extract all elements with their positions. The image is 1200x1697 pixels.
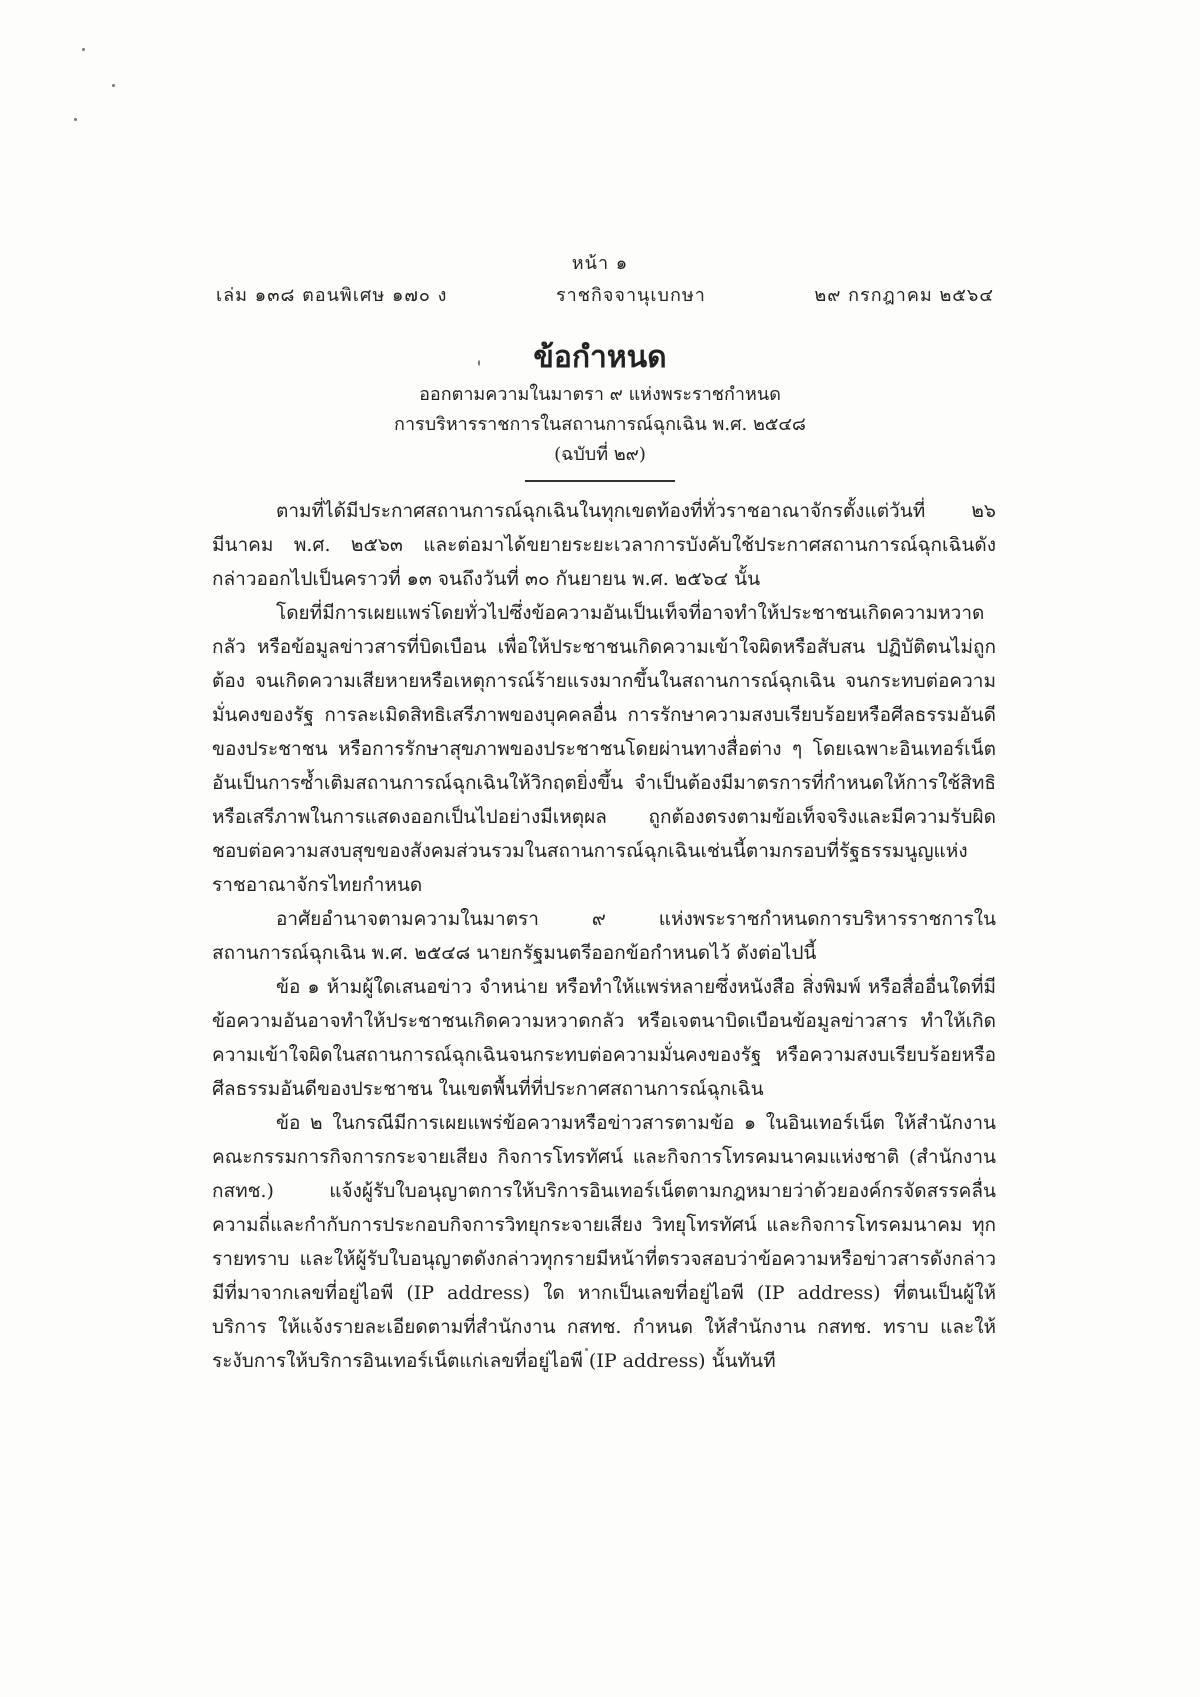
document-body xyxy=(212,494,996,1378)
document-title: ข้อกำหนด xyxy=(533,340,667,375)
paragraph-rationale: โดยที่มีการเผยแพร่โดยทั่วไปซึ่งข้อความอันเป็นเท็จที่อาจทำให้ประชาชนเกิดความหวาดกลัว หรือข้อมูลข่าวสารที่บิดเบือน เพื่อให้ประชาชนเกิดความเข้าใจผิดหรือสับสน ปฏิบัติตนไม่ถูกต้อง จนเกิดความเสียหายหรือเหตุการณ์ร้ายแรงมากขึ้นในสถานการณ์ฉุกเฉิน จนกระทบต่อความมั่นคงของรัฐ การละเมิดสิทธิเสรีภาพของบุคคลอื่น การรักษาความสงบเรียบร้อยหรือศีลธรรมอันดีของประชาชน หรือการรักษาสุขภาพของประชาชนโดยผ่านทางสื่อต่าง ๆ โดยเฉพาะอินเทอร์เน็ต อันเป็นการซ้ำเติมสถานการณ์ฉุกเฉินให้วิกฤตยิ่งขึ้น จำเป็นต้องมีมาตรการที่กำหนดให้การใช้สิทธิหรือเสรีภาพในการแสดงออกเป็นไปอย่างมีเหตุผล ถูกต้องตรงตามข้อเท็จจริงและมีความรับผิดชอบต่อความสงบสุขของสังคมส่วนรวมในสถานการณ์ฉุกเฉินเช่นนี้ตามกรอบที่รัฐธรรมนูญแห่งราชอาณาจักรไทยกำหนด xyxy=(212,602,996,896)
scan-speck xyxy=(112,84,115,87)
scan-speck xyxy=(74,118,77,121)
subtitle-line-2: การบริหารราชการในสถานการณ์ฉุกเฉิน พ.ศ. ๒๕๔๘ xyxy=(394,414,806,435)
volume-issue: เล่ม ๑๓๘ ตอนพิเศษ ๑๗๐ ง xyxy=(216,285,448,306)
publication-date: ๒๙ กรกฎาคม ๒๕๖๔ xyxy=(814,285,994,306)
paragraph-clause-1: ข้อ ๑ ห้ามผู้ใดเสนอข่าว จำหน่าย หรือทำให้แพร่หลายซึ่งหนังสือ สิ่งพิมพ์ หรือสื่ออื่นใดที่มีข้อความอันอาจทำให้ประชาชนเกิดความหวาดกลัว หรือเจตนาบิดเบือนข้อมูลข่าวสาร ทำให้เกิดความเข้าใจผิดในสถานการณ์ฉุกเฉินจนกระทบต่อความมั่นคงของรัฐ หรือความสงบเรียบร้อยหรือศีลธรรมอันดีของประชาชน ในเขตพื้นที่ที่ประกาศสถานการณ์ฉุกเฉิน xyxy=(212,976,996,1100)
paragraph-authority: อาศัยอำนาจตามความในมาตรา ๙ แห่งพระราชกำหนดการบริหารราชการในสถานการณ์ฉุกเฉิน พ.ศ. ๒๕๔๘ นายกรัฐมนตรีออกข้อกำหนดไว้ ดังต่อไปนี้ xyxy=(212,908,996,964)
gazette-header xyxy=(216,280,994,309)
subtitle-line-3: (ฉบับที่ ๒๙) xyxy=(554,444,646,465)
title-divider xyxy=(525,480,675,482)
page-number: หน้า ๑ xyxy=(571,253,629,274)
scan-speck xyxy=(82,48,85,51)
publication-name: ราชกิจจานุเบกษา xyxy=(555,285,706,306)
paragraph-clause-2: ข้อ ๒ ในกรณีมีการเผยแพร่ข้อความหรือข่าวสารตามข้อ ๑ ในอินเทอร์เน็ต ให้สำนักงานคณะกรรมการกิจการกระจายเสียง กิจการโทรทัศน์ และกิจการโทรคมนาคมแห่งชาติ (สำนักงาน กสทช.) แจ้งผู้รับใบอนุญาตการให้บริการอินเทอร์เน็ตตามกฎหมายว่าด้วยองค์กรจัดสรรคลื่นความถี่และกำกับการประกอบกิจการวิทยุกระจายเสียง วิทยุโทรทัศน์ และกิจการโทรคมนาคม ทุกรายทราบ และให้ผู้รับใบอนุญาตดังกล่าวทุกรายมีหน้าที่ตรวจสอบว่าข้อความหรือข่าวสารดังกล่าวมีที่มาจากเลขที่อยู่ไอพี (IP address) ใด หากเป็นเลขที่อยู่ไอพี (IP address) ที่ตนเป็นผู้ให้บริการ ให้แจ้งรายละเอียดตามที่สำนักงาน กสทช. กำหนด ให้สำนักงาน กสทช. ทราบ และให้ระงับการให้บริการอินเทอร์เน็ตแก่เลขที่อยู่ไอพี (IP address) นั้นทันที xyxy=(212,1112,996,1372)
title-block xyxy=(0,336,1200,482)
subtitle-line-1: ออกตามความในมาตรา ๙ แห่งพระราชกำหนด xyxy=(419,384,781,405)
paragraph-preamble: ตามที่ได้มีประกาศสถานการณ์ฉุกเฉินในทุกเขตท้องที่ทั่วราชอาณาจักรตั้งแต่วันที่ ๒๖ มีนาคม พ.ศ. ๒๕๖๓ และต่อมาได้ขยายระยะเวลาการบังคับใช้ประกาศสถานการณ์ฉุกเฉินดังกล่าวออกไปเป็นคราวที่ ๑๓ จนถึงวันที่ ๓๐ กันยายน พ.ศ. ๒๕๖๔ นั้น xyxy=(212,500,996,590)
